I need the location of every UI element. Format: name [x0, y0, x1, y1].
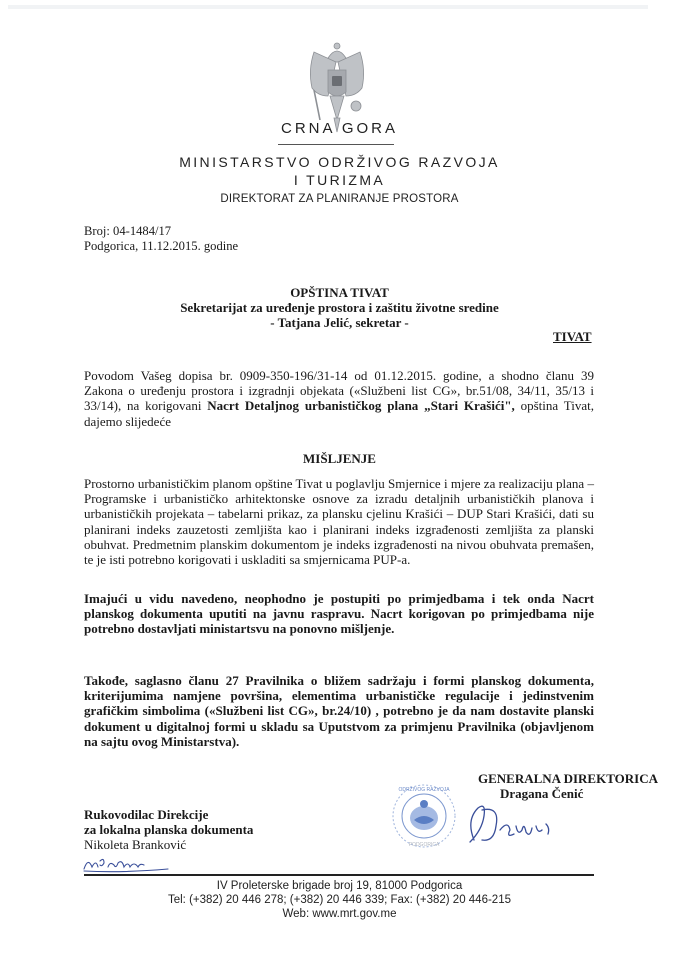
footer-contact [0, 879, 679, 921]
opinion-paragraph-1: Prostorno urbanističkim planom opštine Tivat u poglavlju Smjernice i mjere za realizaciju plana – Programske i urbanističko arhitektonske osnove za izradu detaljnih urbanističkih planova i urbanističkih projekata – tabelarni prikaz, za plansku cjelinu Krašići – DUP Stari Krašići, dati su planirani indeks zauzetosti zemljišta kao i planirani indeks izgrađenosti zemljišta za planski obuhvat. Predmetnim planskim dokumentom je indeks izgrađenosti na nivou obuhvata premašen, te je isti potrebno korigovati i uskladiti sa smjernicama PUP-a. [84, 476, 594, 568]
head-title-line2: za lokalna planska dokumenta [84, 822, 254, 837]
intro-text-end: opština Tivat, dajemo slijedeće [84, 398, 594, 429]
scan-artifact [8, 5, 648, 9]
opinion-paragraph-2: Imajući u vidu navedeno, neophodno je postupiti po primjedbama i tek onda Nacrt planskog dokumenta uputiti na javnu raspravu. Nacrt korigovan po primjedbama nije potrebno dostavljati ministartsvu na ponovno mišljenje. [84, 591, 594, 637]
intro-paragraph [84, 368, 594, 429]
opinion-paragraph-3: Takođe, saglasno članu 27 Pravilnika o bližem sadržaju i formi planskog dokumenta, kriterijumima namjene površina, elementima urbanističke regulacije i jedinstvenim grafičkim simbolima («Službeni list CG», br.24/10) , potrebno je da nam dostavite planski dokument u digitalnoj formi u skladu sa Uputstvom za primjenu Pravilnika (objavljenom na sajtu ovog Ministarstva). [84, 673, 594, 749]
recipient-municipality: OPŠTINA TIVAT [290, 285, 389, 300]
director-title: GENERALNA DIREKTORICA [478, 771, 658, 786]
plan-name: Nacrt Detaljnog urbanističkog plana „Stari Krašići", [207, 398, 515, 414]
directorate-name: DIREKTORAT ZA PLANIRANJE PROSTORA [220, 193, 459, 205]
recipient-person: - Tatjana Jelić, sekretar - [270, 315, 409, 330]
footer-divider [84, 874, 594, 876]
local-plans-head-block [84, 807, 253, 852]
svg-text:ODRŽIVOG RAZVOJA: ODRŽIVOG RAZVOJA [398, 787, 450, 793]
header-divider [278, 144, 394, 145]
head-title-line1: Rukovodilac Direkcije [84, 807, 209, 822]
reference-block [84, 224, 238, 253]
recipient-block [0, 285, 679, 330]
place-date: Podgorica, 11.12.2015. godine [84, 238, 239, 253]
svg-text:PODGORICA: PODGORICA [408, 842, 440, 848]
reference-number: Broj: 04-1484/17 [84, 224, 172, 238]
footer-phones: Tel: (+382) 20 446 278; (+382) 20 446 339; Fax: (+382) 20 446-215 [167, 894, 511, 906]
recipient-city: TIVAT [553, 329, 592, 344]
footer-website[interactable]: Web: www.mrt.gov.me [282, 908, 397, 920]
intro-text: Povodom Vašeg dopisa br. 0909-350-196/31-14 od 01.12.2015. godine, a shodno članu 39 Zakona o uređenju prostora i izgradnji objekata («Službeni list CG», br.51/08, 34/11, 35/13 i 33/14), na korigovani [84, 368, 594, 414]
director-name: Dragana Čenić [500, 786, 584, 801]
official-stamp-icon [390, 782, 458, 850]
ministry-name: MINISTARSTVO ODRŽIVOG RAZVOJA [179, 154, 500, 170]
country-name: CRNA GORA [280, 120, 398, 137]
document-title: MIŠLJENJE [303, 451, 376, 466]
director-handwritten-signature [460, 800, 570, 850]
footer-address: IV Proleterske brigade broj 19, 81000 Podgorica [216, 880, 463, 892]
recipient-department: Sekretarijat za uređenje prostora i zaštitu životne sredine [180, 300, 499, 315]
head-handwritten-signature [82, 855, 172, 873]
ministry-name-line2: I TURIZMA [293, 172, 386, 188]
head-name: Nikoleta Branković [84, 837, 187, 852]
director-signature-block [478, 771, 658, 801]
